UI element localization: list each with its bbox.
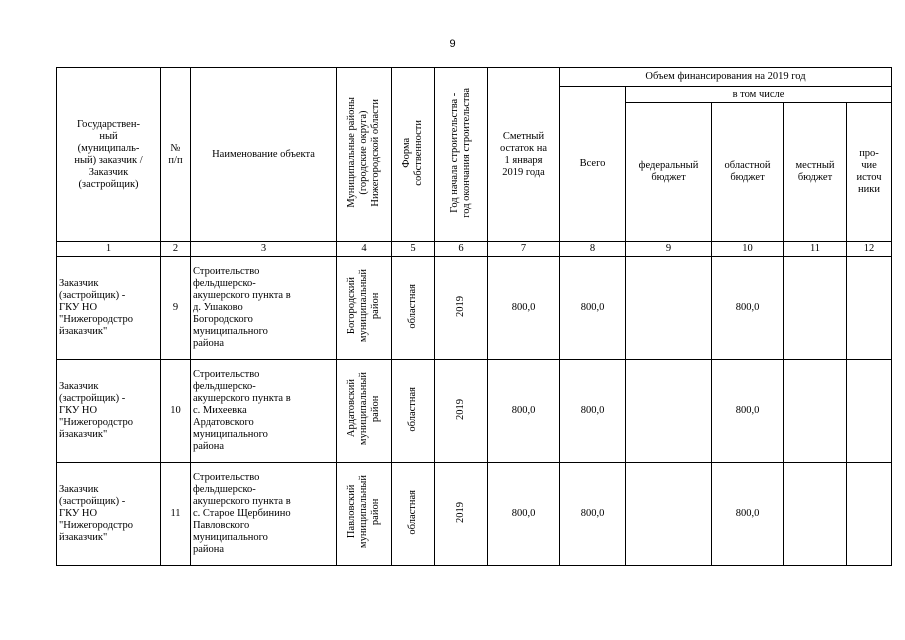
cell-district (337, 257, 392, 360)
cell-ownership (392, 360, 435, 463)
cell-regional: 800,0 (712, 257, 784, 360)
cell-years-text: 2019 (455, 398, 466, 420)
cell-regional: 800,0 (712, 360, 784, 463)
cell-no: 11 (161, 463, 191, 566)
table-row (57, 360, 892, 463)
cell-object-name: Строительство фельдшерско- акушерского пункта в с. Михеевка Ардатовского муниципального района (191, 360, 337, 463)
header-funding: Объем финансирования на 2019 год (560, 68, 892, 87)
header-no: № п/п (161, 68, 191, 242)
cell-customer: Заказчик (застройщик) - ГКУ НО "Нижегородстро йзаказчик" (57, 360, 161, 463)
cell-regional: 800,0 (712, 463, 784, 566)
header-years: Год начала строительства - год окончания строительства (449, 87, 472, 218)
cell-other (847, 463, 892, 566)
cell-total: 800,0 (560, 360, 626, 463)
cell-ownership (392, 257, 435, 360)
header-customer: Государствен- ный (муниципаль- ный) заказчик / Заказчик (застройщик) (57, 68, 161, 242)
cell-district (337, 360, 392, 463)
header-regional: областной бюджет (712, 103, 784, 242)
column-number: 10 (712, 242, 784, 257)
cell-district-text: Ардатовский муниципальный район (346, 372, 381, 446)
header-local: местный бюджет (784, 103, 847, 242)
column-number: 9 (626, 242, 712, 257)
cell-years-text: 2019 (455, 295, 466, 317)
cell-other (847, 360, 892, 463)
cell-local (784, 257, 847, 360)
cell-customer: Заказчик (застройщик) - ГКУ НО "Нижегородстро йзаказчик" (57, 257, 161, 360)
cell-ownership-text: областная (407, 283, 418, 329)
column-number: 12 (847, 242, 892, 257)
cell-customer: Заказчик (застройщик) - ГКУ НО "Нижегородстро йзаказчик" (57, 463, 161, 566)
cell-no: 9 (161, 257, 191, 360)
column-number: 2 (161, 242, 191, 257)
column-number: 4 (337, 242, 392, 257)
column-number: 7 (488, 242, 560, 257)
cell-estimate: 800,0 (488, 463, 560, 566)
column-number: 1 (57, 242, 161, 257)
cell-ownership-text: областная (407, 489, 418, 535)
table-row (57, 463, 892, 566)
cell-object-name: Строительство фельдшерско- акушерского пункта в с. Старое Щербинино Павловского муниципального района (191, 463, 337, 566)
cell-years (435, 360, 488, 463)
cell-estimate: 800,0 (488, 257, 560, 360)
column-number: 6 (435, 242, 488, 257)
column-number-row (57, 242, 892, 257)
header-total: Всего (560, 87, 626, 242)
header-other: про- чие источ ники (847, 103, 892, 242)
cell-years (435, 257, 488, 360)
column-number: 5 (392, 242, 435, 257)
cell-total: 800,0 (560, 257, 626, 360)
cell-estimate: 800,0 (488, 360, 560, 463)
cell-no: 10 (161, 360, 191, 463)
cell-other (847, 257, 892, 360)
header-district-cell (337, 68, 392, 242)
cell-ownership (392, 463, 435, 566)
cell-total: 800,0 (560, 463, 626, 566)
header-ownership: Форма собственности (401, 119, 424, 186)
page-number: 9 (449, 38, 456, 50)
cell-ownership-text: областная (407, 386, 418, 432)
cell-federal (626, 360, 712, 463)
cell-object-name: Строительство фельдшерско- акушерского пункта в д. Ушаково Богородского муниципального района (191, 257, 337, 360)
cell-local (784, 463, 847, 566)
cell-district (337, 463, 392, 566)
header-object-name: Наименование объекта (191, 68, 337, 242)
cell-years (435, 463, 488, 566)
header-federal: федеральный бюджет (626, 103, 712, 242)
column-number: 8 (560, 242, 626, 257)
header-ownership-cell (392, 68, 435, 242)
header-including: в том числе (626, 87, 892, 103)
header-district: Муниципальные районы (городские округа) Нижегородской области (346, 97, 381, 208)
header-estimate: Сметный остаток на 1 января 2019 года (488, 68, 560, 242)
cell-years-text: 2019 (455, 501, 466, 523)
cell-federal (626, 257, 712, 360)
header-years-cell (435, 68, 488, 242)
cell-federal (626, 463, 712, 566)
cell-district-text: Богородский муниципальный район (346, 269, 381, 343)
cell-district-text: Павловский муниципальный район (346, 475, 381, 549)
column-number: 3 (191, 242, 337, 257)
cell-local (784, 360, 847, 463)
financing-table (56, 67, 892, 566)
column-number: 11 (784, 242, 847, 257)
table-row (57, 257, 892, 360)
